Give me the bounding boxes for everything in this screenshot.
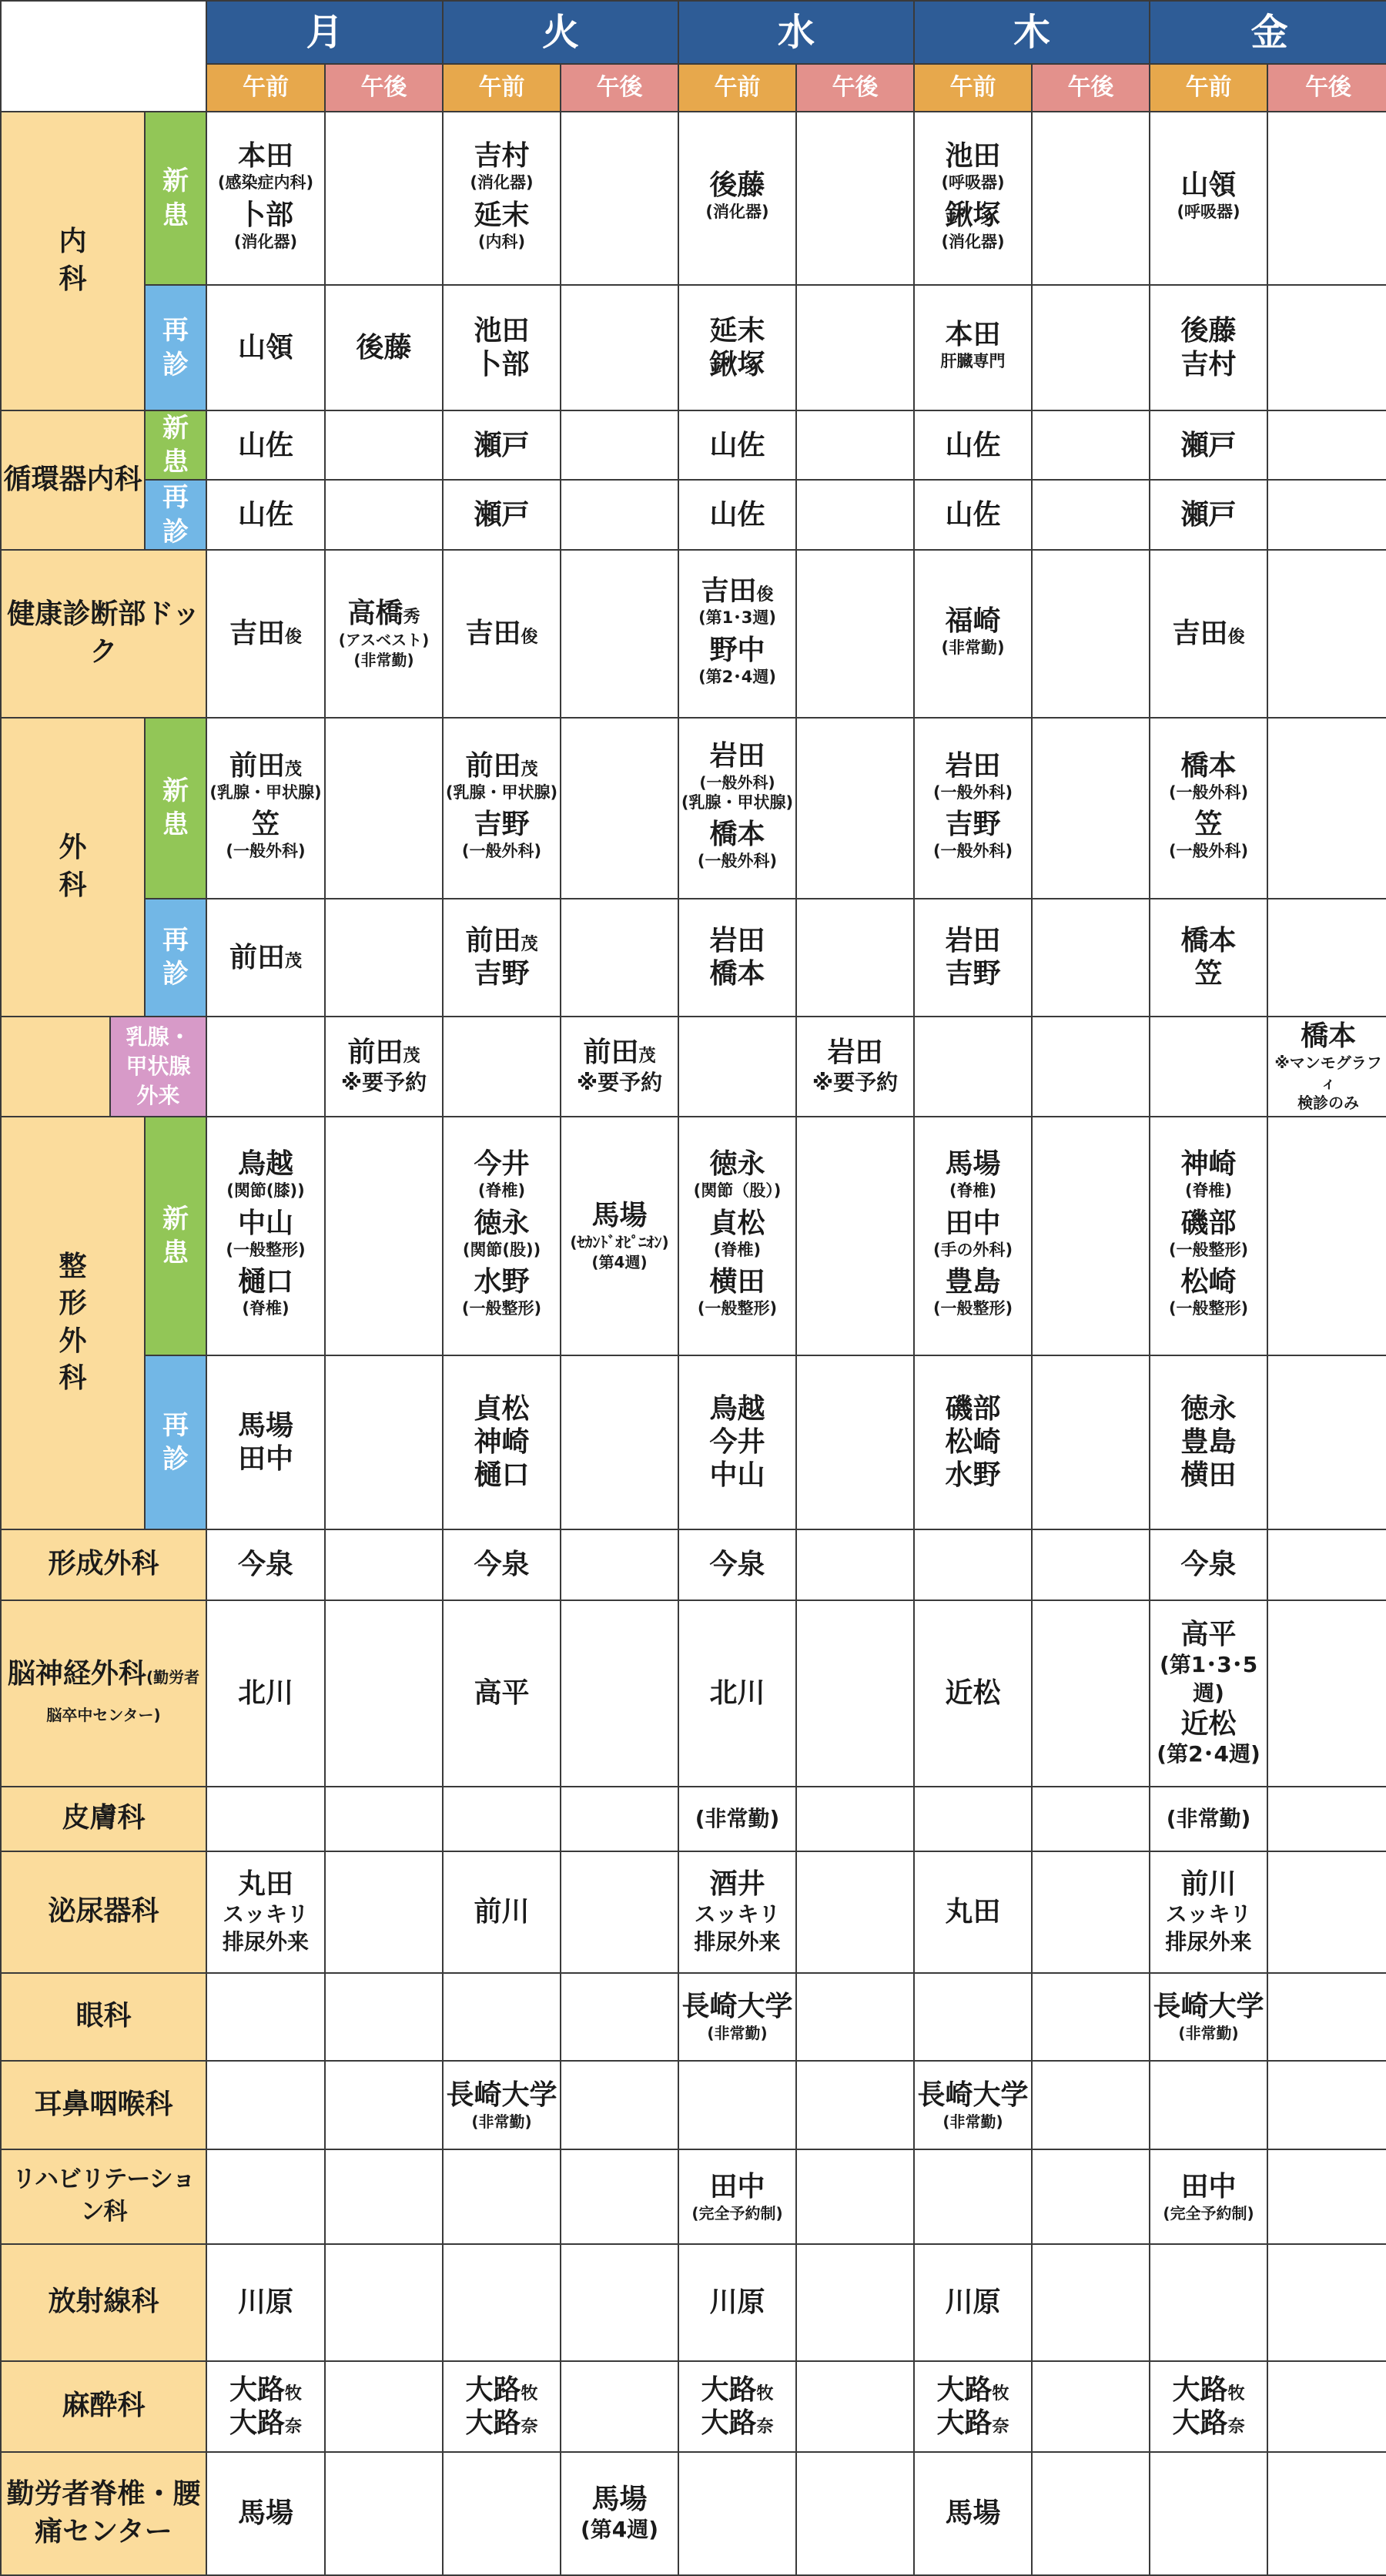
tag-new-patient: 新 患: [145, 112, 206, 285]
naika-new-thu-am: 池田 (呼吸器) 鍬塚 (消化器): [914, 112, 1032, 285]
dept-noshinkei: 脳神経外科(勤労者脳卒中センター): [1, 1600, 206, 1787]
noshinkei-fri-pm: [1267, 1600, 1386, 1787]
nyusen-thu-am: [914, 1017, 1032, 1117]
fri-am-header: 午前: [1150, 64, 1267, 112]
ganka-fri-am: 長崎大学 (非常勤): [1150, 1973, 1267, 2061]
kinro-fri-pm: [1267, 2452, 1386, 2575]
geka-new-wed-pm: [796, 718, 914, 899]
kinro-wed-pm: [796, 2452, 914, 2575]
masui-tue-am: 大路牧 大路奈: [443, 2361, 561, 2452]
day-wednesday: 水: [678, 1, 914, 64]
naika-new-mon-am: 本田 (感染症内科) 卜部 (消化器): [206, 112, 325, 285]
reha-wed-pm: [796, 2149, 914, 2244]
junkan-re-thu-am: 山佐: [914, 480, 1032, 549]
hosha-thu-am: 川原: [914, 2244, 1032, 2361]
seikei-re-thu-pm: [1032, 1355, 1150, 1529]
junkan-re-tue-pm: [561, 480, 678, 549]
hinyo-tue-pm: [561, 1851, 678, 1973]
hinyo-wed-am: 酒井 スッキリ 排尿外来: [678, 1851, 796, 1973]
seikei-re-fri-am: 徳永 豊島 横田: [1150, 1355, 1267, 1529]
junkan-new-thu-am: 山佐: [914, 410, 1032, 480]
masui-fri-pm: [1267, 2361, 1386, 2452]
kenshin-thu-pm: [1032, 550, 1150, 718]
jibi-mon-am: [206, 2061, 325, 2149]
thu-pm-header: 午後: [1032, 64, 1150, 112]
dept-junkanki: 循環器内科: [1, 410, 145, 550]
hinyo-mon-pm: [325, 1851, 443, 1973]
tag-return-visit: 再 診: [145, 285, 206, 410]
hosha-thu-pm: [1032, 2244, 1150, 2361]
dept-reha: リハビリテーション科: [1, 2149, 206, 2244]
reha-wed-am: 田中 (完全予約制): [678, 2149, 796, 2244]
jibi-row: [1, 2061, 1386, 2149]
naika-new-wed-am: 後藤 (消化器): [678, 112, 796, 285]
naika-re-tue-pm: [561, 285, 678, 410]
hifu-wed-pm: [796, 1787, 914, 1851]
corner-cell: [1, 1, 206, 112]
kenshin-fri-pm: [1267, 550, 1386, 718]
junkan-new-tue-pm: [561, 410, 678, 480]
hifu-row: [1, 1787, 1386, 1851]
tag-new-patient: 新 患: [145, 410, 206, 480]
hinyo-fri-pm: [1267, 1851, 1386, 1973]
hosha-wed-am: 川原: [678, 2244, 796, 2361]
geka-new-thu-pm: [1032, 718, 1150, 899]
jibi-wed-pm: [796, 2061, 914, 2149]
naika-re-row: [1, 285, 1386, 410]
ganka-fri-pm: [1267, 1973, 1386, 2061]
dept-hosha: 放射線科: [1, 2244, 206, 2361]
noshinkei-wed-am: 北川: [678, 1600, 796, 1787]
hifu-wed-am: (非常勤): [678, 1787, 796, 1851]
seikei-re-mon-am: 馬場 田中: [206, 1355, 325, 1529]
mon-am-header: 午前: [206, 64, 325, 112]
naika-re-fri-pm: [1267, 285, 1386, 410]
hifu-mon-pm: [325, 1787, 443, 1851]
junkan-new-tue-am: 瀬戸: [443, 410, 561, 480]
hosha-mon-pm: [325, 2244, 443, 2361]
hosha-row: [1, 2244, 1386, 2361]
dept-hifu: 皮膚科: [1, 1787, 206, 1851]
thu-am-header: 午前: [914, 64, 1032, 112]
junkan-new-mon-am: 山佐: [206, 410, 325, 480]
kenshin-fri-am: 吉田俊: [1150, 550, 1267, 718]
keisei-tue-pm: [561, 1529, 678, 1600]
hinyo-mon-am: 丸田 スッキリ 排尿外来: [206, 1851, 325, 1973]
ganka-row: [1, 1973, 1386, 2061]
geka-new-mon-am: 前田茂 (乳腺・甲状腺) 笠 (一般外科): [206, 718, 325, 899]
kenshin-row: [1, 550, 1386, 718]
reha-mon-pm: [325, 2149, 443, 2244]
naika-re-fri-am: 後藤 吉村: [1150, 285, 1267, 410]
geka-new-fri-am: 橋本 (一般外科) 笠 (一般外科): [1150, 718, 1267, 899]
nyusen-tue-am: [443, 1017, 561, 1117]
keisei-fri-pm: [1267, 1529, 1386, 1600]
tue-am-header: 午前: [443, 64, 561, 112]
dept-seikei: 整 形 外 科: [1, 1117, 145, 1529]
dept-geka: 外 科: [1, 718, 145, 1017]
day-friday: 金: [1150, 1, 1386, 64]
nyusen-fri-am: [1150, 1017, 1267, 1117]
tag-return-visit: 再 診: [145, 899, 206, 1017]
kenshin-tue-pm: [561, 550, 678, 718]
jibi-fri-pm: [1267, 2061, 1386, 2149]
masui-mon-pm: [325, 2361, 443, 2452]
junkan-new-thu-pm: [1032, 410, 1150, 480]
kenshin-tue-am: 吉田俊: [443, 550, 561, 718]
hifu-tue-am: [443, 1787, 561, 1851]
kinro-row: [1, 2452, 1386, 2575]
junkan-new-fri-am: 瀬戸: [1150, 410, 1267, 480]
mon-pm-header: 午後: [325, 64, 443, 112]
hifu-thu-am: [914, 1787, 1032, 1851]
geka-re-row: [1, 899, 1386, 1017]
hosha-tue-pm: [561, 2244, 678, 2361]
hosha-tue-am: [443, 2244, 561, 2361]
hosha-fri-pm: [1267, 2244, 1386, 2361]
ganka-mon-am: [206, 1973, 325, 2061]
jibi-tue-pm: [561, 2061, 678, 2149]
keisei-fri-am: 今泉: [1150, 1529, 1267, 1600]
ganka-wed-am: 長崎大学 (非常勤): [678, 1973, 796, 2061]
junkan-new-fri-pm: [1267, 410, 1386, 480]
junkan-new-wed-pm: [796, 410, 914, 480]
noshinkei-mon-am: 北川: [206, 1600, 325, 1787]
kinro-tue-pm: 馬場 (第4週): [561, 2452, 678, 2575]
seikei-re-thu-am: 磯部 松崎 水野: [914, 1355, 1032, 1529]
keisei-tue-am: 今泉: [443, 1529, 561, 1600]
nyusen-wed-am: [678, 1017, 796, 1117]
naika-re-mon-am: 山領: [206, 285, 325, 410]
hosha-wed-pm: [796, 2244, 914, 2361]
junkan-new-wed-am: 山佐: [678, 410, 796, 480]
seikei-new-wed-pm: [796, 1117, 914, 1355]
jibi-thu-am: 長崎大学 (非常勤): [914, 2061, 1032, 2149]
naika-re-wed-pm: [796, 285, 914, 410]
naika-re-wed-am: 延末 鍬塚: [678, 285, 796, 410]
dept-kinro: 勤労者脊椎・腰痛センター: [1, 2452, 206, 2575]
naika-re-thu-pm: [1032, 285, 1150, 410]
noshinkei-thu-am: 近松: [914, 1600, 1032, 1787]
noshinkei-fri-am: 高平 (第1･3･5週) 近松 (第2･4週): [1150, 1600, 1267, 1787]
junkan-re-fri-am: 瀬戸: [1150, 480, 1267, 549]
naika-re-tue-am: 池田 卜部: [443, 285, 561, 410]
junkan-re-mon-pm: [325, 480, 443, 549]
hosha-fri-am: [1150, 2244, 1267, 2361]
geka-re-mon-am: 前田茂: [206, 899, 325, 1017]
keisei-wed-pm: [796, 1529, 914, 1600]
seikei-new-fri-pm: [1267, 1117, 1386, 1355]
kenshin-wed-pm: [796, 550, 914, 718]
reha-fri-pm: [1267, 2149, 1386, 2244]
ganka-thu-am: [914, 1973, 1032, 2061]
reha-fri-am: 田中 (完全予約制): [1150, 2149, 1267, 2244]
hifu-fri-pm: [1267, 1787, 1386, 1851]
geka-new-tue-am: 前田茂 (乳腺・甲状腺) 吉野 (一般外科): [443, 718, 561, 899]
dept-ganka: 眼科: [1, 1973, 206, 2061]
geka-re-wed-pm: [796, 899, 914, 1017]
geka-new-fri-pm: [1267, 718, 1386, 899]
jibi-fri-am: [1150, 2061, 1267, 2149]
day-header-row: [1, 1, 1386, 64]
noshinkei-mon-pm: [325, 1600, 443, 1787]
masui-thu-am: 大路牧 大路奈: [914, 2361, 1032, 2452]
kinro-mon-pm: [325, 2452, 443, 2575]
junkan-re-wed-pm: [796, 480, 914, 549]
geka-new-mon-pm: [325, 718, 443, 899]
geka-re-thu-am: 岩田 吉野: [914, 899, 1032, 1017]
kinro-thu-am: 馬場: [914, 2452, 1032, 2575]
kinro-thu-pm: [1032, 2452, 1150, 2575]
noshinkei-row: [1, 1600, 1386, 1787]
naika-new-row: [1, 112, 1386, 285]
jibi-tue-am: 長崎大学 (非常勤): [443, 2061, 561, 2149]
geka-re-tue-am: 前田茂 吉野: [443, 899, 561, 1017]
hinyo-thu-pm: [1032, 1851, 1150, 1973]
naika-new-thu-pm: [1032, 112, 1150, 285]
seikei-re-tue-pm: [561, 1355, 678, 1529]
naika-new-tue-am: 吉村 (消化器) 延末 (内科): [443, 112, 561, 285]
seikei-new-thu-am: 馬場 (脊椎) 田中 (手の外科) 豊島 (一般整形): [914, 1117, 1032, 1355]
seikei-new-mon-am: 鳥越 (関節(膝)) 中山 (一般整形) 樋口 (脊椎): [206, 1117, 325, 1355]
junkan-re-mon-am: 山佐: [206, 480, 325, 549]
dept-naika: 内 科: [1, 112, 145, 410]
seikei-new-tue-am: 今井 (脊椎) 徳永 (関節(股)) 水野 (一般整形): [443, 1117, 561, 1355]
jibi-mon-pm: [325, 2061, 443, 2149]
noshinkei-thu-pm: [1032, 1600, 1150, 1787]
nyusen-mon-pm: 前田茂 ※要予約: [325, 1017, 443, 1117]
tag-return-visit: 再 診: [145, 1355, 206, 1529]
tag-new-patient: 新 患: [145, 1117, 206, 1355]
keisei-thu-am: [914, 1529, 1032, 1600]
nyusen-mon-am: [206, 1017, 325, 1117]
masui-tue-pm: [561, 2361, 678, 2452]
junkan-new-row: [1, 410, 1386, 480]
junkan-new-mon-pm: [325, 410, 443, 480]
junkan-re-wed-am: 山佐: [678, 480, 796, 549]
tag-new-patient: 新 患: [145, 718, 206, 899]
reha-tue-pm: [561, 2149, 678, 2244]
geka-re-fri-pm: [1267, 899, 1386, 1017]
seikei-new-row: [1, 1117, 1386, 1355]
naika-new-wed-pm: [796, 112, 914, 285]
seikei-new-mon-pm: [325, 1117, 443, 1355]
geka-re-thu-pm: [1032, 899, 1150, 1017]
seikei-new-wed-am: 徳永 (関節（股）) 貞松 (脊椎) 横田 (一般整形): [678, 1117, 796, 1355]
hosha-mon-am: 川原: [206, 2244, 325, 2361]
noshinkei-tue-am: 高平: [443, 1600, 561, 1787]
kenshin-mon-pm: 高橋秀 (アスベスト) (非常勤): [325, 550, 443, 718]
naika-new-tue-pm: [561, 112, 678, 285]
junkan-re-tue-am: 瀬戸: [443, 480, 561, 549]
dept-masui: 麻酔科: [1, 2361, 206, 2452]
kenshin-mon-am: 吉田俊: [206, 550, 325, 718]
seikei-re-row: [1, 1355, 1386, 1529]
keisei-wed-am: 今泉: [678, 1529, 796, 1600]
masui-mon-am: 大路牧 大路奈: [206, 2361, 325, 2452]
masui-wed-pm: [796, 2361, 914, 2452]
hinyo-wed-pm: [796, 1851, 914, 1973]
ganka-mon-pm: [325, 1973, 443, 2061]
noshinkei-tue-pm: [561, 1600, 678, 1787]
dept-jibi: 耳鼻咽喉科: [1, 2061, 206, 2149]
seikei-re-fri-pm: [1267, 1355, 1386, 1529]
keisei-row: [1, 1529, 1386, 1600]
seikei-re-wed-pm: [796, 1355, 914, 1529]
junkan-re-row: [1, 480, 1386, 549]
hinyo-thu-am: 丸田: [914, 1851, 1032, 1973]
masui-wed-am: 大路牧 大路奈: [678, 2361, 796, 2452]
keisei-thu-pm: [1032, 1529, 1150, 1600]
kenshin-wed-am: 吉田俊 (第1･3週) 野中 (第2･4週): [678, 550, 796, 718]
geka-new-thu-am: 岩田 (一般外科) 吉野 (一般外科): [914, 718, 1032, 899]
geka-re-wed-am: 岩田 橋本: [678, 899, 796, 1017]
seikei-re-tue-am: 貞松 神崎 樋口: [443, 1355, 561, 1529]
dept-keisei: 形成外科: [1, 1529, 206, 1600]
geka-new-row: [1, 718, 1386, 899]
noshinkei-wed-pm: [796, 1600, 914, 1787]
reha-tue-am: [443, 2149, 561, 2244]
geka-re-fri-am: 橋本 笠: [1150, 899, 1267, 1017]
hifu-thu-pm: [1032, 1787, 1150, 1851]
nyusen-fri-pm: 橋本 ※マンモグラフィ 検診のみ: [1267, 1017, 1386, 1117]
reha-thu-am: [914, 2149, 1032, 2244]
seikei-new-thu-pm: [1032, 1117, 1150, 1355]
kinro-mon-am: 馬場: [206, 2452, 325, 2575]
reha-mon-am: [206, 2149, 325, 2244]
hinyo-row: [1, 1851, 1386, 1973]
wed-pm-header: 午後: [796, 64, 914, 112]
junkan-re-fri-pm: [1267, 480, 1386, 549]
dept-kenshin: 健康診断部ドック: [1, 550, 206, 718]
naika-re-mon-pm: 後藤: [325, 285, 443, 410]
junkan-re-thu-pm: [1032, 480, 1150, 549]
geka-re-mon-pm: [325, 899, 443, 1017]
ampm-header-row: [1, 64, 1386, 112]
naika-new-mon-pm: [325, 112, 443, 285]
kenshin-thu-am: 福崎 (非常勤): [914, 550, 1032, 718]
tag-return-visit: 再 診: [145, 480, 206, 549]
ganka-thu-pm: [1032, 1973, 1150, 2061]
keisei-mon-pm: [325, 1529, 443, 1600]
nyusen-row: [1, 1017, 1386, 1117]
tue-pm-header: 午後: [561, 64, 678, 112]
ganka-wed-pm: [796, 1973, 914, 2061]
hifu-mon-am: [206, 1787, 325, 1851]
hifu-tue-pm: [561, 1787, 678, 1851]
jibi-thu-pm: [1032, 2061, 1150, 2149]
ganka-tue-am: [443, 1973, 561, 2061]
geka-new-tue-pm: [561, 718, 678, 899]
seikei-re-mon-pm: [325, 1355, 443, 1529]
geka-new-wed-am: 岩田 (一般外科) (乳腺・甲状腺) 橋本 (一般外科): [678, 718, 796, 899]
day-thursday: 木: [914, 1, 1150, 64]
naika-new-fri-am: 山領 (呼吸器): [1150, 112, 1267, 285]
day-monday: 月: [206, 1, 443, 64]
ganka-tue-pm: [561, 1973, 678, 2061]
dept-hinyo: 泌尿器科: [1, 1851, 206, 1973]
naika-re-thu-am: 本田 肝臓専門: [914, 285, 1032, 410]
tag-nyusen: 乳腺・ 甲状腺 外来: [145, 1017, 206, 1117]
keisei-mon-am: 今泉: [206, 1529, 325, 1600]
masui-row: [1, 2361, 1386, 2452]
nyusen-tue-pm: 前田茂 ※要予約: [561, 1017, 678, 1117]
jibi-wed-am: [678, 2061, 796, 2149]
hinyo-fri-am: 前川 スッキリ 排尿外来: [1150, 1851, 1267, 1973]
nyusen-thu-pm: [1032, 1017, 1150, 1117]
seikei-re-wed-am: 鳥越 今井 中山: [678, 1355, 796, 1529]
hinyo-tue-am: 前川: [443, 1851, 561, 1973]
seikei-new-fri-am: 神崎 (脊椎) 磯部 (一般整形) 松崎 (一般整形): [1150, 1117, 1267, 1355]
nyusen-wed-pm: 岩田 ※要予約: [796, 1017, 914, 1117]
masui-thu-pm: [1032, 2361, 1150, 2452]
fri-pm-header: 午後: [1267, 64, 1386, 112]
seikei-new-tue-pm: 馬場 (ｾｶﾝﾄﾞｵﾋﾟﾆｵﾝ) (第4週): [561, 1117, 678, 1355]
wed-am-header: 午前: [678, 64, 796, 112]
day-tuesday: 火: [443, 1, 678, 64]
kinro-tue-am: [443, 2452, 561, 2575]
kinro-fri-am: [1150, 2452, 1267, 2575]
kinro-wed-am: [678, 2452, 796, 2575]
masui-fri-am: 大路牧 大路奈: [1150, 2361, 1267, 2452]
hifu-fri-am: (非常勤): [1150, 1787, 1267, 1851]
reha-thu-pm: [1032, 2149, 1150, 2244]
geka-re-tue-pm: [561, 899, 678, 1017]
naika-new-fri-pm: [1267, 112, 1386, 285]
reha-row: [1, 2149, 1386, 2244]
